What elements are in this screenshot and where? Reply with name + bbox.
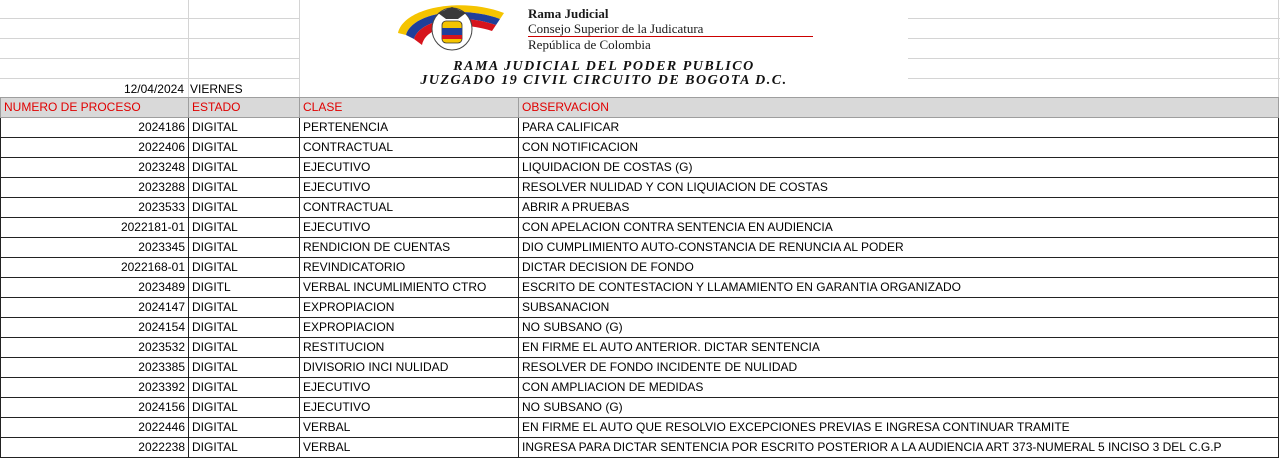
observation-cell[interactable]: LIQUIDACION DE COSTAS (G) — [519, 158, 1279, 178]
observation-cell[interactable]: RESOLVER NULIDAD Y CON LIQUIACION DE COSTAS — [519, 178, 1279, 198]
weekday-cell[interactable]: VIERNES — [190, 82, 243, 96]
grid-col-line — [188, 0, 189, 97]
table-row — [1, 158, 1279, 178]
observation-cell[interactable]: CON APELACION CONTRA SENTENCIA EN AUDIENCIA — [519, 218, 1279, 238]
grid-row-line — [908, 78, 1280, 79]
process-number-cell[interactable]: 2024186 — [1, 118, 189, 138]
process-number-cell[interactable]: 2023345 — [1, 238, 189, 258]
process-number-cell[interactable]: 2022446 — [1, 418, 189, 438]
table-row — [1, 318, 1279, 338]
class-cell[interactable]: RENDICION DE CUENTAS — [300, 238, 519, 258]
class-cell[interactable]: REVINDICATORIO — [300, 258, 519, 278]
class-cell[interactable]: VERBAL — [300, 438, 519, 458]
column-header-numero[interactable]: NUMERO DE PROCESO — [1, 98, 189, 118]
grid-row-line — [908, 58, 1280, 59]
class-cell[interactable]: EJECUTIVO — [300, 398, 519, 418]
process-number-cell[interactable]: 2022181-01 — [1, 218, 189, 238]
institution-block — [528, 6, 703, 52]
table-row — [1, 378, 1279, 398]
column-header-estado[interactable]: ESTADO — [189, 98, 300, 118]
observation-cell[interactable]: NO SUBSANO (G) — [519, 398, 1279, 418]
status-cell[interactable]: DIGITAL — [189, 178, 300, 198]
grid-row-line — [0, 38, 300, 39]
observation-cell[interactable]: RESOLVER DE FONDO INCIDENTE DE NULIDAD — [519, 358, 1279, 378]
class-cell[interactable]: VERBAL — [300, 418, 519, 438]
grid-row-line — [0, 78, 300, 79]
process-number-cell[interactable]: 2023248 — [1, 158, 189, 178]
table-row — [1, 358, 1279, 378]
observation-cell[interactable]: INGRESA PARA DICTAR SENTENCIA POR ESCRITO POSTERIOR A LA AUDIENCIA ART 373-NUMERAL 5 INCISO 3 DEL C.G.P — [519, 438, 1279, 458]
status-cell[interactable]: DIGITL — [189, 278, 300, 298]
table-row — [1, 218, 1279, 238]
council-name: Consejo Superior de la Judicatura — [528, 21, 704, 36]
status-cell[interactable]: DIGITAL — [189, 318, 300, 338]
table-row — [1, 198, 1279, 218]
table-row — [1, 278, 1279, 298]
observation-cell[interactable]: CON NOTIFICACION — [519, 138, 1279, 158]
status-cell[interactable]: DIGITAL — [189, 118, 300, 138]
observation-cell[interactable]: CON AMPLIACION DE MEDIDAS — [519, 378, 1279, 398]
coat-of-arms-icon — [392, 3, 510, 55]
observation-cell[interactable]: EN FIRME EL AUTO ANTERIOR. DICTAR SENTENCIA — [519, 338, 1279, 358]
class-cell[interactable]: CONTRACTUAL — [300, 138, 519, 158]
class-cell[interactable]: RESTITUCION — [300, 338, 519, 358]
process-number-cell[interactable]: 2023489 — [1, 278, 189, 298]
status-cell[interactable]: DIGITAL — [189, 298, 300, 318]
status-cell[interactable]: DIGITAL — [189, 398, 300, 418]
status-cell[interactable]: DIGITAL — [189, 258, 300, 278]
observation-cell[interactable]: DIO CUMPLIMIENTO AUTO-CONSTANCIA DE RENUNCIA AL PODER — [519, 238, 1279, 258]
observation-cell[interactable]: SUBSANACION — [519, 298, 1279, 318]
table-row — [1, 118, 1279, 138]
process-number-cell[interactable]: 2023385 — [1, 358, 189, 378]
class-cell[interactable]: EJECUTIVO — [300, 378, 519, 398]
process-number-cell[interactable]: 2023533 — [1, 198, 189, 218]
observation-cell[interactable]: ABRIR A PRUEBAS — [519, 198, 1279, 218]
class-cell[interactable]: EJECUTIVO — [300, 218, 519, 238]
process-number-cell[interactable]: 2022168-01 — [1, 258, 189, 278]
status-cell[interactable]: DIGITAL — [189, 378, 300, 398]
status-cell[interactable]: DIGITAL — [189, 238, 300, 258]
table-row — [1, 438, 1279, 458]
date-cell[interactable]: 12/04/2024 — [123, 82, 184, 96]
status-cell[interactable]: DIGITAL — [189, 158, 300, 178]
table-row — [1, 258, 1279, 278]
process-number-cell[interactable]: 2023392 — [1, 378, 189, 398]
observation-cell[interactable]: NO SUBSANO (G) — [519, 318, 1279, 338]
class-cell[interactable]: EXPROPIACION — [300, 318, 519, 338]
class-cell[interactable]: DIVISORIO INCI NULIDAD — [300, 358, 519, 378]
status-cell[interactable]: DIGITAL — [189, 218, 300, 238]
table-row — [1, 418, 1279, 438]
grid-row-line — [908, 18, 1280, 19]
table-row — [1, 178, 1279, 198]
process-number-cell[interactable]: 2022238 — [1, 438, 189, 458]
institution-name: Rama Judicial — [528, 6, 609, 21]
process-number-cell[interactable]: 2024156 — [1, 398, 189, 418]
process-number-cell[interactable]: 2024147 — [1, 298, 189, 318]
class-cell[interactable]: EJECUTIVO — [300, 178, 519, 198]
observation-cell[interactable]: ESCRITO DE CONTESTACION Y LLAMAMIENTO EN GARANTIA ORGANIZADO — [519, 278, 1279, 298]
observation-cell[interactable]: PARA CALIFICAR — [519, 118, 1279, 138]
process-number-cell[interactable]: 2023288 — [1, 178, 189, 198]
class-cell[interactable]: CONTRACTUAL — [300, 198, 519, 218]
table-header-row — [1, 98, 1279, 118]
table-row — [1, 338, 1279, 358]
column-header-clase[interactable]: CLASE — [300, 98, 519, 118]
column-header-observacion[interactable]: OBSERVACION — [519, 98, 1279, 118]
court-branch-title: RAMA JUDICIAL DEL PODER PUBLICO — [453, 59, 755, 74]
process-number-cell[interactable]: 2023532 — [1, 338, 189, 358]
process-number-cell[interactable]: 2024154 — [1, 318, 189, 338]
red-rule — [528, 36, 703, 37]
country-name: República de Colombia — [528, 37, 651, 52]
table-body — [1, 118, 1279, 458]
table-row — [1, 298, 1279, 318]
grid-col-line — [1278, 0, 1279, 97]
class-cell[interactable]: EXPROPIACION — [300, 298, 519, 318]
status-cell[interactable]: DIGITAL — [189, 198, 300, 218]
process-number-cell[interactable]: 2022406 — [1, 138, 189, 158]
observation-cell[interactable]: DICTAR DECISION DE FONDO — [519, 258, 1279, 278]
class-cell[interactable]: EJECUTIVO — [300, 158, 519, 178]
table-row — [1, 398, 1279, 418]
observation-cell[interactable]: EN FIRME EL AUTO QUE RESOLVIO EXCEPCIONES PREVIAS E INGRESA CONTINUAR TRAMITE — [519, 418, 1279, 438]
table-row — [1, 138, 1279, 158]
status-cell[interactable]: DIGITAL — [189, 358, 300, 378]
class-cell[interactable]: VERBAL INCUMLIMIENTO CTRO — [300, 278, 519, 298]
class-cell[interactable]: PERTENENCIA — [300, 118, 519, 138]
status-cell[interactable]: DIGITAL — [189, 418, 300, 438]
status-cell[interactable]: DIGITAL — [189, 438, 300, 458]
grid-row-line — [908, 38, 1280, 39]
grid-row-line — [0, 18, 300, 19]
process-table — [0, 97, 1279, 458]
status-cell[interactable]: DIGITAL — [189, 138, 300, 158]
grid-row-line — [0, 58, 300, 59]
status-cell[interactable]: DIGITAL — [189, 338, 300, 358]
table-row — [1, 238, 1279, 258]
court-name-title: JUZGADO 19 CIVIL CIRCUITO DE BOGOTA D.C. — [420, 73, 788, 88]
